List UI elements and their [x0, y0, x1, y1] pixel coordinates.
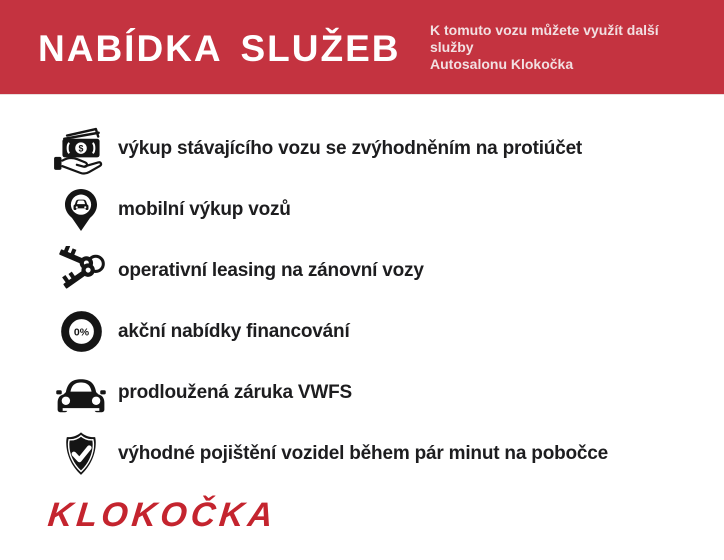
header-subtitle	[430, 22, 692, 73]
header-subtitle-line1: K tomuto vozu můžete využít další služby	[430, 21, 659, 55]
header-subtitle-line2: Autosalonu Klokočka	[430, 55, 574, 72]
dollar-glyph: $	[78, 143, 84, 154]
service-label: operativní leasing na zánovní vozy	[118, 259, 424, 281]
service-label: výhodné pojištění vozidel během pár minut na pobočce	[118, 442, 609, 464]
list-item	[52, 301, 724, 362]
car-front-icon	[52, 371, 110, 415]
cash-in-hand-icon	[52, 123, 110, 175]
list-item	[52, 179, 724, 240]
service-label: akční nabídky financování	[118, 320, 350, 342]
page-title: NABÍDKA SLUŽEB	[38, 28, 401, 69]
service-label: prodloužená záruka VWFS	[118, 381, 352, 403]
klokocka-logo: KLOKOČKA	[46, 496, 279, 534]
list-item	[52, 362, 724, 423]
services-list	[0, 95, 724, 484]
car-keys-icon	[52, 246, 110, 296]
zero-percent-label: 0%	[73, 327, 89, 339]
list-item	[52, 240, 724, 301]
list-item	[52, 118, 724, 179]
shield-check-icon	[52, 430, 110, 478]
service-label: výkup stávajícího vozu se zvýhodněním na protiúčet	[118, 137, 583, 159]
header-banner	[0, 0, 724, 95]
zero-percent-icon	[52, 308, 110, 355]
list-item	[52, 423, 724, 484]
location-pin-car-icon	[52, 184, 110, 236]
service-label: mobilní výkup vozů	[118, 198, 291, 220]
